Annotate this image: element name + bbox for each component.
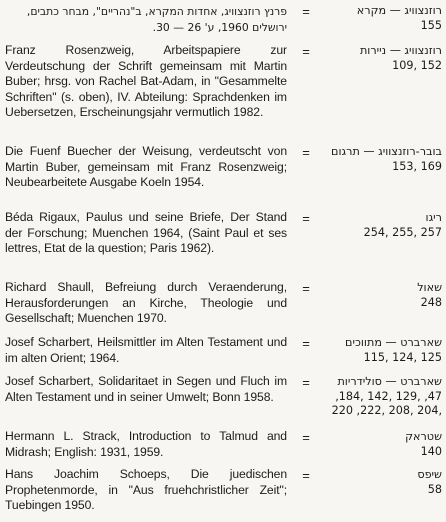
equals-separator: = (302, 44, 310, 59)
reference-heading: בובר-רוזנצוויג — תרגום (331, 145, 442, 158)
reference-heading: רוזנצוויג — ניירות (359, 44, 442, 57)
reference-pages: 125 ,124 ,115 (363, 350, 442, 364)
entry-text: Josef Scharbert, Heilsmittler im Alten Testament und im alten Orient; 1964. (5, 335, 287, 365)
equals-separator: = (302, 468, 310, 483)
entry-reference (314, 145, 442, 174)
reference-heading: שיפס (417, 468, 442, 481)
reference-heading: שארברט — סולידריות (337, 375, 442, 388)
entry-text: Béda Rigaux, Paulus und seine Briefe, Der Stand der Forschung; Muenchen 1964, (Saint Paul et ses lettres, Etat de la question; Paris 1962). (5, 210, 287, 256)
reference-pages: 140 (420, 444, 442, 458)
reference-pages: 47, ,129 ,142 ,184, ,204 ,208 ,222, 220 (331, 389, 442, 418)
entry-reference (314, 336, 442, 365)
entry-reference (314, 281, 442, 310)
equals-separator: = (302, 375, 310, 390)
entry-text: Richard Shaull, Befreiung durch Veraenderung, Herausforderungen an Kirche, Theologie und Gesellschaft; Muenchen 1970. (5, 280, 287, 326)
equals-separator: = (302, 281, 310, 296)
equals-separator: = (302, 336, 310, 351)
reference-heading: רוזנצוויג — מקרא (356, 4, 442, 17)
entry-reference (314, 211, 442, 240)
entry-text: Franz Rosenzweig, Arbeitspapiere zur Verdeutschung der Schrift gemeinsam mit Martin Buber; hrsg. von Rachel Bat-Adam, in "Gesammelte Schriften" (s. oben), IV. Abteilung: Sprachdenken im Uebersetzen, Erscheinungsjahr vermutlich 1982. (5, 43, 287, 120)
reference-heading: שטראק (405, 430, 442, 443)
equals-separator: = (302, 430, 310, 445)
equals-separator: = (302, 4, 310, 19)
equals-separator: = (302, 211, 310, 226)
reference-heading: שאול (417, 281, 442, 294)
entry-reference (314, 375, 442, 419)
reference-pages: 169 ,153 (392, 159, 442, 173)
reference-pages: 257 ,255 ,254 (363, 225, 442, 239)
entry-reference (314, 430, 442, 459)
entry-text: Hermann L. Strack, Introduction to Talmud and Midrash; English: 1931, 1959. (5, 429, 287, 459)
reference-heading: ריגו (425, 211, 442, 224)
reference-pages: 248 (420, 295, 442, 309)
entry-text: Josef Scharbert, Solidaritaet in Segen und Fluch im Alten Testament und in seiner Umwelt; Bonn 1958. (5, 374, 287, 404)
equals-separator: = (302, 145, 310, 160)
reference-pages: 155 (420, 18, 442, 32)
reference-pages: 58 (427, 482, 442, 496)
entry-text: Hans Joachim Schoeps, Die juedischen Prophetenmorde, in "Aus fruehchristlicher Zeit"; Tuebingen 1950. (5, 467, 287, 513)
entry-reference (314, 44, 442, 73)
entry-reference (314, 4, 442, 33)
reference-heading: שארברט — מתווכים (345, 336, 442, 349)
entry-text: Die Fuenf Buecher der Weisung, verdeutscht von Martin Buber, gemeinsam mit Franz Rosenzweig; Neubearbeitete Ausgabe Koeln 1954. (5, 144, 287, 190)
reference-pages: 152 ,109 (392, 58, 442, 72)
entry-reference (314, 468, 442, 497)
entry-text: פרנץ רוזנצוויג, אחדות המקרא, ב"נהריים", מבחר כתבים, ירושלים 1960, ע' 26 — 30. (26, 5, 287, 34)
